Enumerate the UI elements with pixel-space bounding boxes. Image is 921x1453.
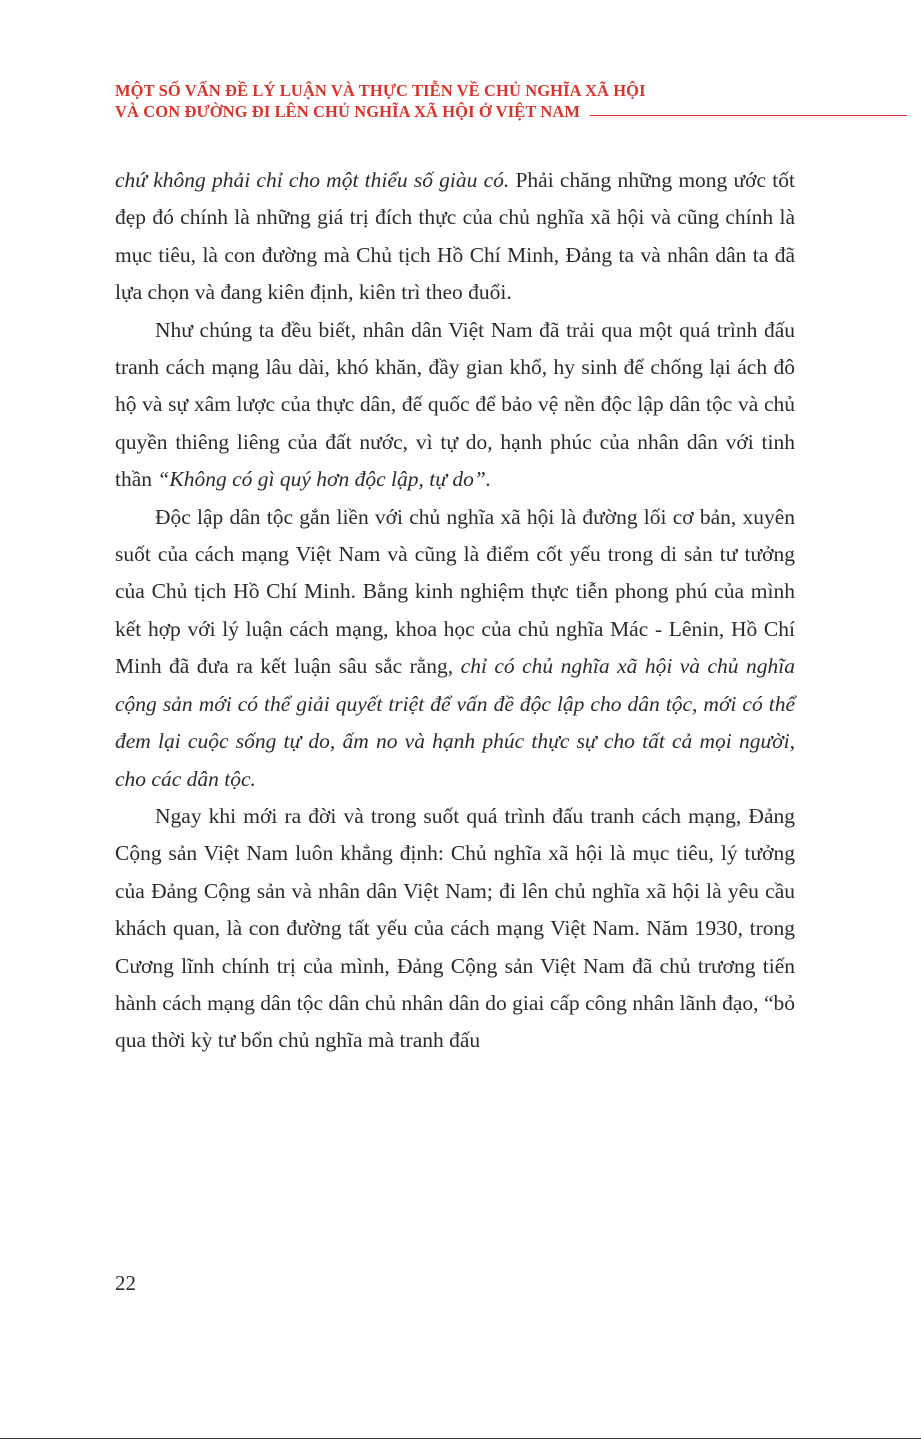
paragraph-4-text: Ngay khi mới ra đời và trong suốt quá trình đấu tranh cách mạng, Đảng Cộng sản Việt Nam luôn khẳng định: Chủ nghĩa xã hội là mục tiêu, lý tưởng của Đảng Cộng sản và nhân dân Việt Nam; đi lên chủ nghĩa xã hội là yêu cầu khách quan, là con đường tất yếu của cách mạng Việt Nam. Năm 1930, trong Cương lĩnh chính trị của mình, Đảng Cộng sản Việt Nam đã chủ trương tiến hành cách mạng dân tộc dân chủ nhân dân do giai cấp công nhân lãnh đạo, “bỏ qua thời kỳ tư bổn chủ nghĩa mà tranh đấu [115,803,795,1053]
paragraph-1-italic: chứ không phải chỉ cho một thiểu số giàu có. [115,168,510,192]
paragraph-2 [115,312,795,499]
bottom-rule [0,1438,921,1439]
body-text [115,162,795,1060]
paragraph-3-italic: chỉ có chủ nghĩa xã hội và chủ nghĩa cộng sản mới có thể giải quyết triệt để vấn đề độc lập cho dân tộc, mới có thể đem lại cuộc sống tự do, ấm no và hạnh phúc thực sự cho tất cả mọi người, cho các dân tộc. [115,654,795,791]
paragraph-4 [115,798,795,1060]
running-head-line-2-row [115,101,907,122]
paragraph-1 [115,162,795,312]
header-rule [590,115,907,116]
paragraph-1-text: Phải chăng những mong ước tốt đẹp đó chính là những giá trị đích thực của chủ nghĩa xã hội và cũng chính là mục tiêu, là con đường mà Chủ tịch Hồ Chí Minh, Đảng ta và nhân dân ta đã lựa chọn và đang kiên định, kiên trì theo đuổi. [115,168,795,305]
running-head-line-2: VÀ CON ĐƯỜNG ĐI LÊN CHỦ NGHĨA XÃ HỘI Ở VIỆT NAM [115,102,581,121]
paragraph-2-text: Như chúng ta đều biết, nhân dân Việt Nam đã trải qua một quá trình đấu tranh cách mạng lâu dài, khó khăn, đầy gian khổ, hy sinh để chống lại ách đô hộ và sự xâm lược của thực dân, đế quốc để bảo vệ nền độc lập dân tộc và chủ quyền thiêng liêng của đất nước, vì tự do, hạnh phúc của nhân dân với tinh thần [115,317,795,492]
paragraph-2-quote: “Không có gì quý hơn độc lập, tự do”. [157,467,492,492]
paragraph-3 [115,499,795,798]
paragraph-3-text: Độc lập dân tộc gắn liền với chủ nghĩa xã hội là đường lối cơ bản, xuyên suốt của cách mạng Việt Nam và cũng là điểm cốt yếu trong di sản tư tưởng của Chủ tịch Hồ Chí Minh. Bằng kinh nghiệm thực tiễn phong phú của mình kết hợp với lý luận cách mạng, khoa học của chủ nghĩa Mác - Lênin, Hồ Chí Minh đã đưa ra kết luận sâu sắc rằng, [115,504,795,679]
running-head [115,80,907,122]
running-head-line-1: MỘT SỐ VẤN ĐỀ LÝ LUẬN VÀ THỰC TIỄN VỀ CHỦ NGHĨA XÃ HỘI [115,81,646,100]
page-number: 22 [115,1271,136,1295]
